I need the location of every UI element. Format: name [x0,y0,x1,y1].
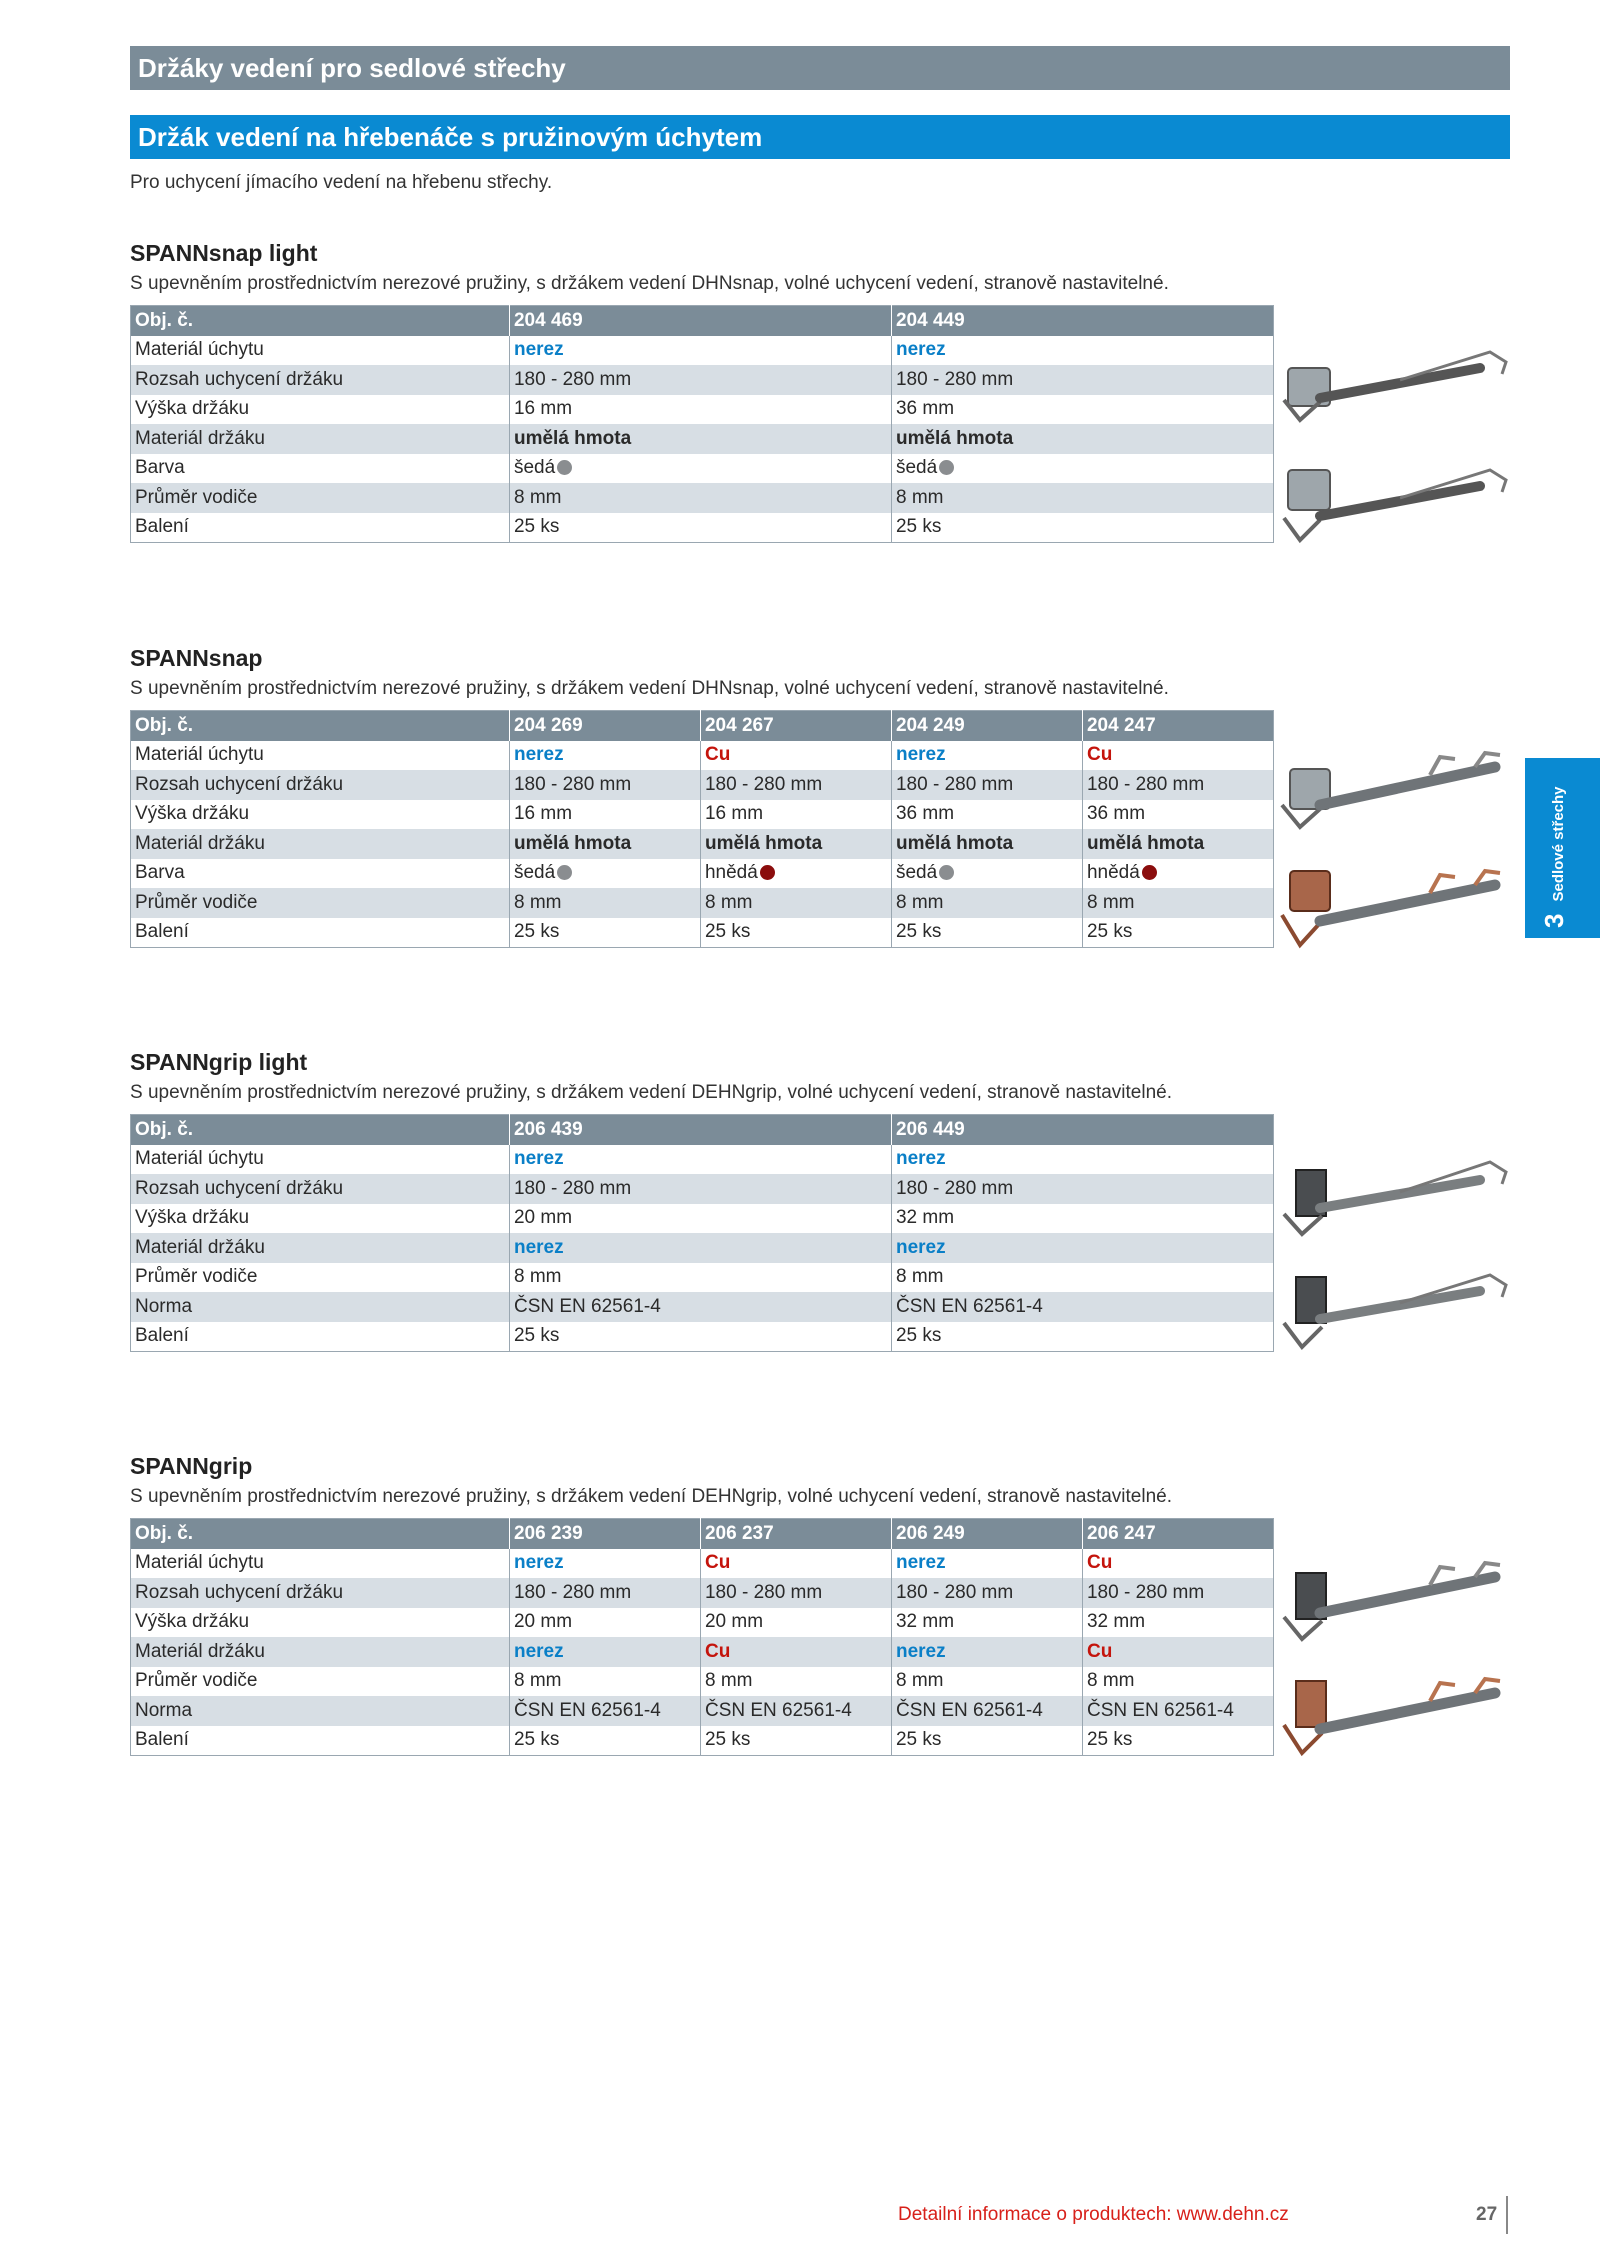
cell-value [509,1233,891,1263]
color-dot-icon [939,460,954,475]
cell-text: šedá [895,862,938,884]
table-row [131,1145,1274,1175]
cell-text: 8 mm [513,486,562,508]
cell-text: nerez [513,1640,564,1662]
cell-value [1082,741,1273,771]
cell-text: 180 - 280 mm [895,1177,1014,1199]
order-number: 206 439 [509,1115,891,1145]
cell-value [891,918,1082,948]
table-row [131,1608,1274,1638]
cell-text: 180 - 280 mm [513,1581,632,1603]
cell-value [700,1667,891,1697]
cell-text: nerez [895,744,946,766]
color-dot-icon [939,865,954,880]
cell-text: 20 mm [513,1611,573,1633]
section-description: S upevněním prostřednictvím nerezové pružiny, s držákem vedení DEHNgrip, volné uchycení vedení, stranově nastavitelné. [130,1486,1173,1507]
section-spanngrip [130,1450,1280,1756]
spec-table [130,1518,1274,1756]
cell-text: umělá hmota [1086,832,1205,854]
cell-text: Cu [704,1552,731,1574]
color-dot-icon [760,865,775,880]
section-spannsnap-light [130,237,1280,543]
row-label: Balení [135,1325,189,1347]
product-image-spannsnap [1280,745,1515,965]
table-header-row [131,1519,1274,1549]
row-label: Materiál úchytu [135,339,264,361]
row-label: Balení [135,1729,189,1751]
category-header: Držáky vedení pro sedlové střechy [130,46,1510,90]
table-row [131,1696,1274,1726]
cell-value [700,918,891,948]
table-row [131,365,1274,395]
spec-table [130,710,1274,948]
cell-text: 8 mm [895,1266,944,1288]
cell-text: 8 mm [513,891,562,913]
cell-text: 25 ks [1086,1729,1133,1751]
cell-text: 8 mm [704,891,753,913]
section-description: S upevněním prostřednictvím nerezové pružiny, s držákem vedení DHNsnap, volné uchycení vedení, stranově nastavitelné. [130,273,1169,294]
cell-text: ČSN EN 62561-4 [513,1295,661,1317]
cell-text: umělá hmota [895,427,1014,449]
cell-value [1082,1608,1273,1638]
table-row [131,424,1274,454]
cell-text: 180 - 280 mm [513,368,632,390]
cell-text: Cu [1086,1640,1113,1662]
cell-text: 32 mm [895,1611,955,1633]
cell-text: 180 - 280 mm [1086,773,1205,795]
row-label: Norma [131,1292,510,1322]
row-label: Rozsah uchycení držáku [131,1174,510,1204]
cell-text: šedá [513,862,556,884]
cell-value [891,741,1082,771]
page-divider [1506,2196,1508,2234]
row-label: Materiál úchytu [135,1148,264,1170]
cell-value [891,859,1082,889]
section-description: S upevněním prostřednictvím nerezové pružiny, s držákem vedení DHNsnap, volné uchycení vedení, stranově nastavitelné. [130,678,1169,699]
cell-text: Cu [704,1640,731,1662]
row-label: Rozsah uchycení držáku [131,365,510,395]
table-header-row [131,711,1274,741]
cell-text: 32 mm [895,1207,955,1229]
row-label: Balení [135,921,189,943]
section-description: S upevněním prostřednictvím nerezové pružiny, s držákem vedení DEHNgrip, volné uchycení vedení, stranově nastavitelné. [130,1082,1173,1103]
cell-value [509,1667,700,1697]
cell-value [509,1174,891,1204]
row-label: Rozsah uchycení držáku [131,770,510,800]
table-row [131,1726,1274,1756]
cell-value [891,1263,1273,1293]
cell-value [509,1322,891,1352]
cell-text: 8 mm [513,1266,562,1288]
clip-holder-icon [1282,753,1500,827]
table-row [131,859,1274,889]
cell-value [891,1696,1082,1726]
cell-value [891,770,1082,800]
cell-value [509,1637,700,1667]
cell-value [891,1204,1273,1234]
cell-value [891,1145,1273,1175]
cell-value [700,859,891,889]
cell-value [509,918,700,948]
cell-text: 8 mm [1086,891,1135,913]
row-label: Výška držáku [135,1207,250,1229]
table-row [131,1263,1274,1293]
section-title: SPANNgrip [130,1453,253,1479]
cell-text: 8 mm [895,891,944,913]
cell-text: 8 mm [1086,1670,1135,1692]
grip-holder-icon [1284,1162,1506,1234]
cell-value [509,741,700,771]
table-row [131,1322,1274,1352]
row-label: Materiál držáku [131,424,510,454]
cell-text: 25 ks [895,516,942,538]
cell-value [700,1696,891,1726]
spec-table [130,305,1274,543]
cell-value [509,513,891,543]
order-number: 206 249 [891,1519,1082,1549]
cell-value [891,1174,1273,1204]
product-image-spanngrip [1280,1555,1515,1775]
row-label: Průměr vodiče [135,1670,258,1692]
cell-text: 8 mm [513,1670,562,1692]
cell-value [891,1578,1082,1608]
cell-text: 25 ks [513,1729,560,1751]
cell-value [509,770,700,800]
grip-holder-icon [1284,1275,1506,1347]
color-dot-icon [1142,865,1157,880]
cell-value [891,454,1273,484]
row-label: Materiál úchytu [135,1552,264,1574]
table-row [131,1233,1274,1263]
cell-text: 32 mm [1086,1611,1146,1633]
cell-text: 25 ks [513,1325,560,1347]
row-label: Balení [135,516,189,538]
section-title: SPANNgrip light [130,1049,308,1075]
order-number: 204 267 [700,711,891,741]
cell-text: nerez [895,1552,946,1574]
table-row [131,395,1274,425]
section-spanngrip-light [130,1046,1280,1352]
cell-value [891,365,1273,395]
order-number: 204 269 [509,711,700,741]
cell-value [509,1696,700,1726]
table-row [131,829,1274,859]
cell-text: hnědá [704,862,758,884]
cell-text: ČSN EN 62561-4 [895,1699,1043,1721]
order-number: 206 247 [1082,1519,1273,1549]
cell-value [509,1726,700,1756]
row-label: Výška držáku [135,398,250,420]
cell-value [700,829,891,859]
clip-holder-icon [1284,352,1506,420]
cell-text: nerez [513,1148,564,1170]
cell-text: nerez [895,1640,946,1662]
cell-value [700,1549,891,1579]
cell-text: 180 - 280 mm [513,773,632,795]
cell-value [509,1263,891,1293]
cell-text: 25 ks [513,516,560,538]
order-number: 204 247 [1082,711,1273,741]
cell-value [1082,888,1273,918]
cell-value [891,1549,1082,1579]
cell-text: 8 mm [895,1670,944,1692]
cell-text: umělá hmota [513,427,632,449]
cell-value [509,365,891,395]
color-dot-icon [557,460,572,475]
cell-text: 25 ks [1086,921,1133,943]
table-row [131,1174,1274,1204]
table-row [131,741,1274,771]
cell-text: 180 - 280 mm [513,1177,632,1199]
cell-value [509,1145,891,1175]
cell-text: nerez [513,744,564,766]
cell-text: 8 mm [704,1670,753,1692]
cell-value [891,513,1273,543]
header-label: Obj. č. [131,711,510,741]
cell-text: nerez [895,339,946,361]
cell-value [1082,770,1273,800]
cell-text: ČSN EN 62561-4 [1086,1699,1234,1721]
cell-text: 8 mm [895,486,944,508]
cell-text: nerez [513,339,564,361]
cell-text: ČSN EN 62561-4 [704,1699,852,1721]
table-row [131,513,1274,543]
cell-text: 180 - 280 mm [895,1581,1014,1603]
cell-value [891,1322,1273,1352]
cell-text: 16 mm [704,803,764,825]
cell-text: 25 ks [513,921,560,943]
cell-text: šedá [895,457,938,479]
order-number: 206 449 [891,1115,1273,1145]
table-row [131,888,1274,918]
spec-table [130,1114,1274,1352]
row-label: Materiál držáku [131,829,510,859]
cell-value [509,829,700,859]
header-label: Obj. č. [131,306,510,336]
footer-product-link[interactable]: Detailní informace o produktech: www.dehn.cz [898,2204,1289,2225]
chapter-label: Sedlové střechy [1550,786,1567,902]
cell-value [509,888,700,918]
cell-value [891,336,1273,366]
cell-value [891,1726,1082,1756]
cell-text: umělá hmota [704,832,823,854]
order-number: 204 449 [891,306,1273,336]
order-number: 206 239 [509,1519,700,1549]
chapter-tab[interactable] [1525,758,1600,938]
table-row [131,1549,1274,1579]
cell-text: 36 mm [895,803,955,825]
cell-text: ČSN EN 62561-4 [895,1295,1043,1317]
cell-value [1082,1637,1273,1667]
cell-text: 36 mm [895,398,955,420]
cell-text: 16 mm [513,398,573,420]
cell-text: 36 mm [1086,803,1146,825]
cell-value [891,829,1082,859]
table-row [131,918,1274,948]
cell-value [1082,918,1273,948]
cell-value [509,454,891,484]
row-label: Barva [135,862,185,884]
cell-text: hnědá [1086,862,1140,884]
cell-value [1082,1696,1273,1726]
order-number: 204 469 [509,306,891,336]
cell-value [509,1292,891,1322]
clip-holder-icon [1284,470,1506,540]
row-label: Norma [131,1696,510,1726]
cell-value [1082,1549,1273,1579]
cell-text: ČSN EN 62561-4 [513,1699,661,1721]
header-label: Obj. č. [131,1519,510,1549]
cell-text: Cu [1086,744,1113,766]
row-label: Průměr vodiče [131,888,510,918]
section-title: SPANNsnap light [130,240,318,266]
cell-text: 20 mm [704,1611,764,1633]
row-label: Materiál úchytu [135,744,264,766]
cell-text: nerez [513,1552,564,1574]
table-row [131,1292,1274,1322]
order-number: 204 249 [891,711,1082,741]
cell-text: nerez [895,1236,946,1258]
cell-value [891,1637,1082,1667]
cell-value [700,1726,891,1756]
cell-value [509,395,891,425]
row-label: Průměr vodiče [135,1266,258,1288]
row-label: Průměr vodiče [131,483,510,513]
section-spannsnap [130,642,1280,948]
cell-value [700,1608,891,1638]
cell-value [700,1578,891,1608]
cell-value [509,483,891,513]
cell-value [1082,1667,1273,1697]
cell-value [700,1637,891,1667]
cell-value [891,1667,1082,1697]
row-label: Výška držáku [135,1611,250,1633]
cell-value [891,483,1273,513]
table-header-row [131,1115,1274,1145]
cell-text: šedá [513,457,556,479]
cell-value [700,800,891,830]
table-row [131,336,1274,366]
cell-value [700,888,891,918]
order-number: 206 237 [700,1519,891,1549]
table-row [131,1578,1274,1608]
cell-value [700,770,891,800]
cell-text: 25 ks [895,921,942,943]
cell-text: 25 ks [704,921,751,943]
copper-grip-holder-icon [1284,1679,1500,1753]
cell-value [891,888,1082,918]
row-label: Rozsah uchycení držáku [131,1578,510,1608]
table-row [131,1204,1274,1234]
intro-text: Pro uchycení jímacího vedení na hřebenu střechy. [130,172,553,193]
cell-value [891,1292,1273,1322]
cell-value [891,424,1273,454]
cell-text: nerez [895,1148,946,1170]
cell-value [891,395,1273,425]
cell-text: 180 - 280 mm [895,368,1014,390]
cell-value [891,800,1082,830]
cell-value [509,424,891,454]
table-row [131,483,1274,513]
cell-value [1082,829,1273,859]
cell-text: 180 - 280 mm [1086,1581,1205,1603]
cell-text: 25 ks [895,1729,942,1751]
table-header-row [131,306,1274,336]
cell-text: 180 - 280 mm [895,773,1014,795]
cell-text: 25 ks [895,1325,942,1347]
cell-text: 25 ks [704,1729,751,1751]
page-title: Držák vedení na hřebenáče s pružinovým úchytem [130,115,1510,159]
cell-value [891,1608,1082,1638]
product-image-spannsnap-light [1280,340,1515,560]
cell-text: 20 mm [513,1207,573,1229]
cell-value [1082,800,1273,830]
cell-value [509,336,891,366]
cell-value [1082,1578,1273,1608]
cell-value [509,1549,700,1579]
row-label: Výška držáku [135,803,250,825]
table-row [131,770,1274,800]
cell-value [891,1233,1273,1263]
table-row [131,800,1274,830]
table-row [131,454,1274,484]
cell-value [1082,859,1273,889]
row-label: Materiál držáku [131,1233,510,1263]
cell-text: 180 - 280 mm [704,1581,823,1603]
cell-text: 180 - 280 mm [704,773,823,795]
cell-value [509,859,700,889]
cell-value [509,1608,700,1638]
row-label: Barva [135,457,185,479]
chapter-number: 3 [1539,913,1569,928]
cell-value [509,1578,700,1608]
copper-holder-icon [1282,871,1500,945]
cell-value [1082,1726,1273,1756]
cell-value [509,800,700,830]
table-row [131,1637,1274,1667]
section-title: SPANNsnap [130,645,263,671]
cell-text: umělá hmota [895,832,1014,854]
cell-text: 16 mm [513,803,573,825]
cell-value [700,741,891,771]
header-label: Obj. č. [131,1115,510,1145]
table-row [131,1667,1274,1697]
page-number: 27 [1476,2204,1498,2225]
grip-holder-icon [1284,1563,1500,1639]
cell-value [509,1204,891,1234]
row-label: Materiál držáku [131,1637,510,1667]
cell-text: Cu [1086,1552,1113,1574]
color-dot-icon [557,865,572,880]
cell-text: nerez [513,1236,564,1258]
product-image-spanngrip-light [1280,1150,1515,1370]
cell-text: Cu [704,744,731,766]
cell-text: umělá hmota [513,832,632,854]
